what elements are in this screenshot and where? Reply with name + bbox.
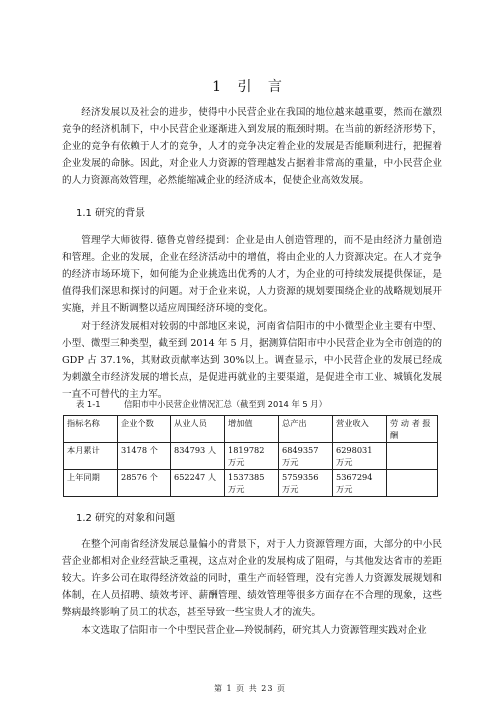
chapter-title: 1 引 言 bbox=[212, 79, 288, 95]
table-header-row bbox=[64, 416, 438, 443]
table-header-cell: 劳 动 者 报酬 bbox=[387, 416, 438, 443]
table-cell bbox=[387, 470, 438, 497]
table-cell bbox=[387, 443, 438, 470]
table-row bbox=[64, 443, 438, 470]
table-cell: 5367294 万元 bbox=[333, 470, 387, 497]
background-paragraph-1: 管理学大师彼得. 德鲁克曾经提到：企业是由人创造管理的，而不是由经济力量创造和管理。企业的发展，企业在经济活动中的增值，将由企业的人力资源决定。在人才竞争的经济市场环境下，如何能为企业挑选出优秀的人才，为企业的可持续发展提供保证，是值得我们深思和探讨的问题。对于企业来说，人力资源的规划要围绕企业的战略规划展开实施，并且不断调整以适应周围经济环境的变化。 bbox=[62, 235, 442, 314]
table-cell: 本月累计 bbox=[64, 443, 118, 470]
table-header-cell: 指标名称 bbox=[64, 416, 118, 443]
table-title: 信阳市中小民营企业情况汇总（截至到 2014 年 5 月） bbox=[124, 399, 327, 409]
table-header-cell: 增加值 bbox=[225, 416, 279, 443]
intro-paragraph: 经济发展以及社会的进步，使得中小民营企业在我国的地位越来越重要，然而在激烈竞争的经济机制下，中小民营企业逐渐进入到发展的瓶颈时期。在当前的新经济形势下，企业的竞争有依赖于人才的竞争，人才的竞争决定着企业的发展是否能顺利进行，把握着企业发展的命脉。因此，对企业人力资源的管理越发占据着非常高的重量，中小民营企业的人力资源高效管理，必然能缩减企业的经济成本，促使企业高效发展。 bbox=[62, 107, 442, 186]
table-number: 表 1-1 bbox=[76, 399, 101, 409]
table-cell: 1819782 万元 bbox=[225, 443, 279, 470]
table-cell: 28576 个 bbox=[118, 470, 171, 497]
table-header-cell: 总产出 bbox=[279, 416, 333, 443]
objects-paragraph-1: 在整个河南省经济发展总量偏小的背景下，对于人力资源管理方面，大部分的中小民营企业都相对企业经营缺乏重视，这点对企业的发展构成了阻碍，与其他发达省市的差距较大。许多公司在取得经济效益的同时，重生产而轻管理，没有完善人力资源发展规划和体制，在人员招聘、绩效考评、薪酬管理、绩效管理等很多方面存在不合理的现象，这些弊病最终影响了员工的状态，甚至导致一些宝贵人才的流失。 bbox=[62, 539, 442, 618]
background-paragraph-2: 对于经济发展相对较弱的中部地区来说，河南省信阳市的中小微型企业主要有中型、小型、微型三种类型，截至到 2014 年 5 月，据测算信阳市中小民营企业为全市创造的的 GDP 占 37.1%，其财政贡献率达到 30%以上。调查显示，中小民营企业的发展已经成为刺激全市经济发展的增长点，是促进再就业的主要渠道，是促进全市工业、城镇化发展一直不可替代的主力军。 bbox=[62, 321, 442, 400]
table-cell: 834793 人 bbox=[171, 443, 225, 470]
table-cell: 6849357 万元 bbox=[279, 443, 333, 470]
table-cell: 31478 个 bbox=[118, 443, 171, 470]
table-cell: 1537385 万元 bbox=[225, 470, 279, 497]
table-cell: 5759356 万元 bbox=[279, 470, 333, 497]
table-cell: 652247 人 bbox=[171, 470, 225, 497]
table-header-cell: 从业人员 bbox=[171, 416, 225, 443]
table-cell: 上年同期 bbox=[64, 470, 118, 497]
table-cell: 6298031 万元 bbox=[333, 443, 387, 470]
objects-paragraph-2: 本文选取了信阳市一个中型民营企业—羚锐制药，研究其人力资源管理实践对企业 bbox=[81, 625, 427, 636]
table-header-cell: 营业收入 bbox=[333, 416, 387, 443]
table-header-cell: 企业个数 bbox=[118, 416, 171, 443]
page-footer: 第 1 页 共 23 页 bbox=[214, 684, 286, 693]
table-row bbox=[64, 470, 438, 497]
table-caption bbox=[76, 398, 436, 410]
section-heading-objects: 1.2 研究的对象和问题 bbox=[76, 513, 176, 524]
section-heading-background: 1.1 研究的背景 bbox=[76, 208, 146, 219]
enterprise-summary-table bbox=[63, 415, 438, 497]
